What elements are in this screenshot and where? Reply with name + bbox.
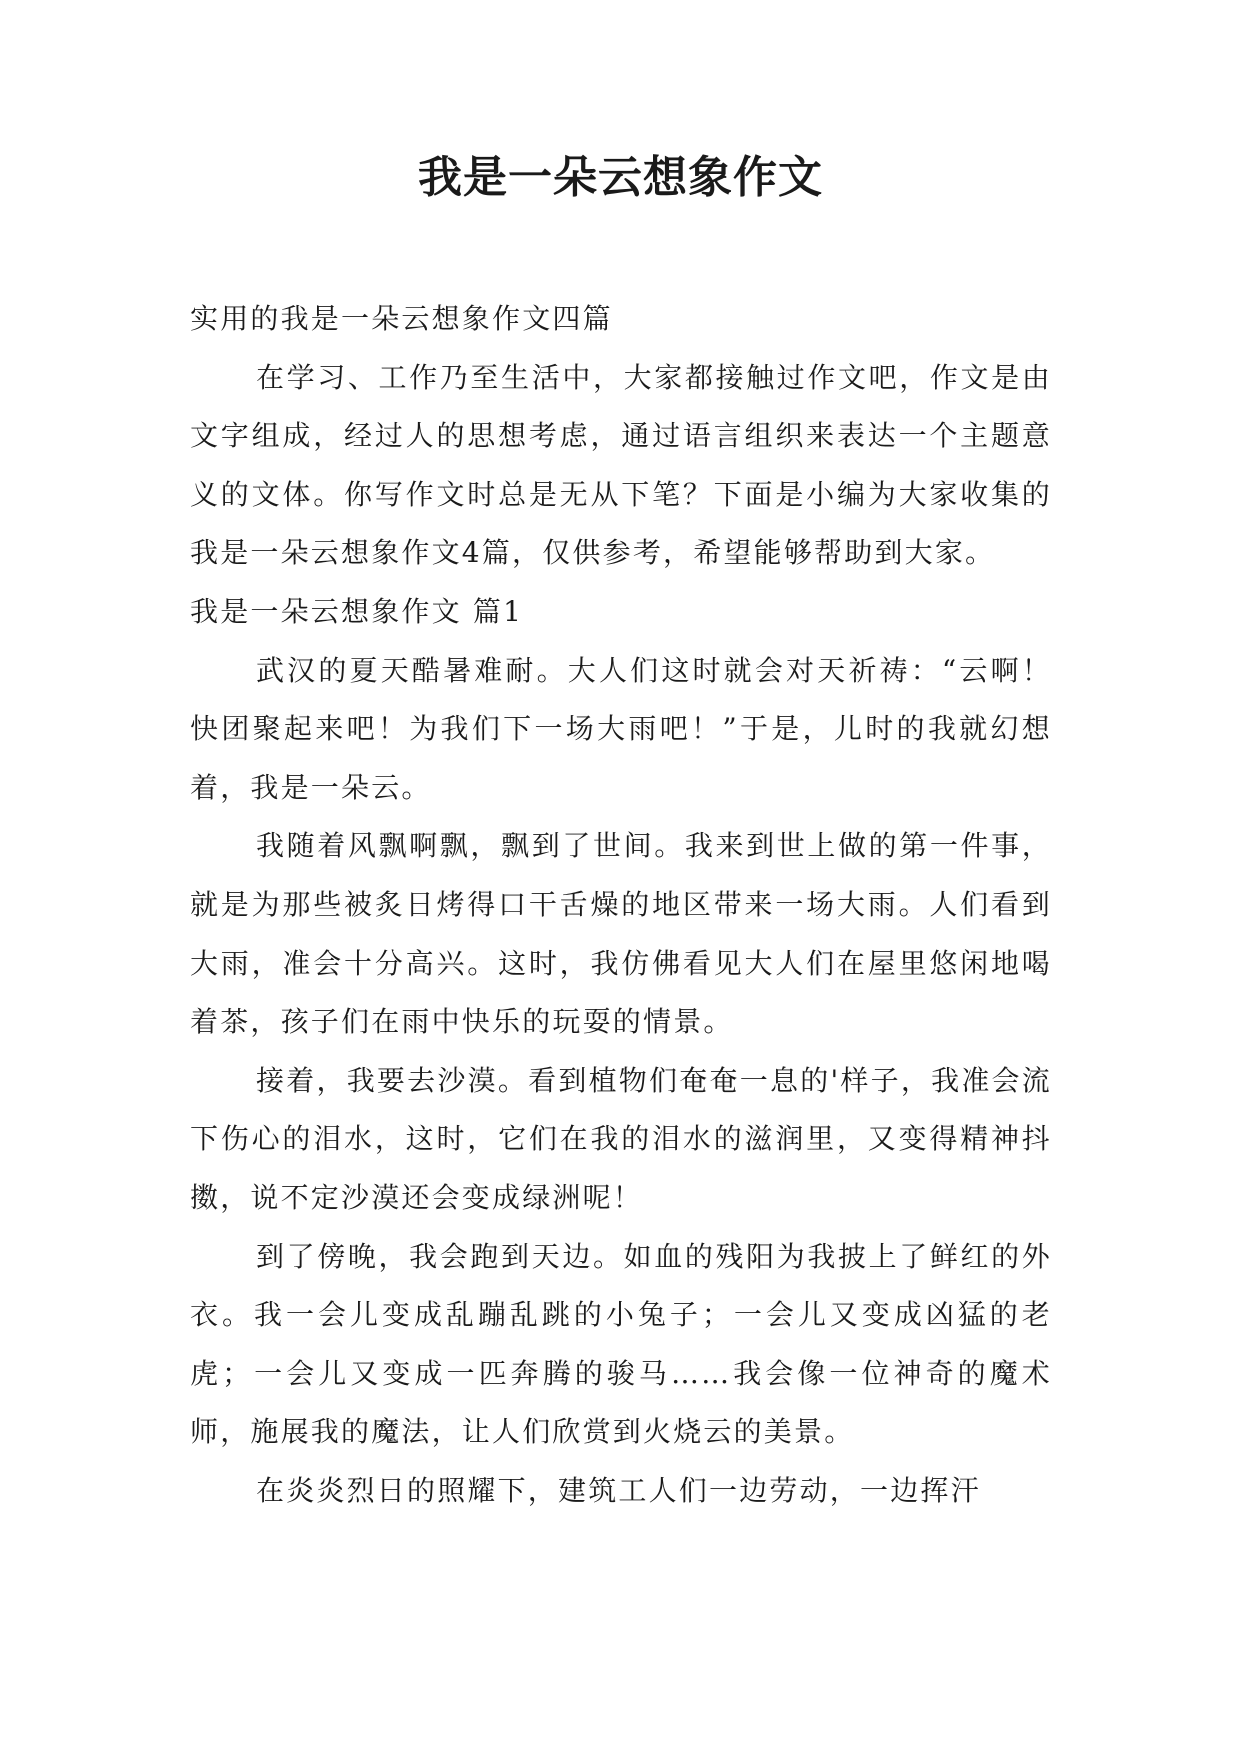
paragraph: 在炎炎烈日的照耀下，建筑工人们一边劳动，一边挥汗 — [256, 1473, 981, 1507]
collection-heading: 实用的我是一朵云想象作文四篇 — [190, 302, 613, 335]
paragraph: 接着，我要去沙漠。看到植物们奄奄一息的'样子，我准会流下伤心的泪水，这时，它们在我的泪水的滋润里，又变得精神抖擞，说不定沙漠还会变成绿洲呢！ — [190, 1063, 1052, 1214]
document-title: 我是一朵云想象作文 — [418, 152, 823, 203]
paragraph: 我随着风飘啊飘，飘到了世间。我来到世上做的第一件事，就是为那些被炙日烤得口干舌燥的地区带来一场大雨。人们看到大雨，准会十分高兴。这时，我仿佛看见大人们在屋里悠闲地喝着茶，孩子们在雨中快乐的玩耍的情景。 — [190, 829, 1052, 1039]
paragraph: 武汉的夏天酷暑难耐。大人们这时就会对天祈祷：“云啊！快团聚起来吧！为我们下一场大雨吧！”于是，儿时的我就幻想着，我是一朵云。 — [190, 653, 1052, 804]
document-body — [190, 290, 1052, 1520]
paragraph: 到了傍晚，我会跑到天边。如血的残阳为我披上了鲜红的外衣。我一会儿变成乱蹦乱跳的小兔子；一会儿又变成凶猛的老虎；一会儿又变成一匹奔腾的骏马……我会像一位神奇的魔术师，施展我的魔法，让人们欣赏到火烧云的美景。 — [190, 1239, 1052, 1449]
intro-paragraph: 在学习、工作乃至生活中，大家都接触过作文吧，作文是由文字组成，经过人的思想考虑，通过语言组织来表达一个主题意义的文体。你写作文时总是无从下笔？下面是小编为大家收集的我是一朵云想象作文4篇，仅供参考，希望能够帮助到大家。 — [190, 360, 1052, 570]
essay-1-heading: 我是一朵云想象作文 篇1 — [190, 594, 524, 628]
